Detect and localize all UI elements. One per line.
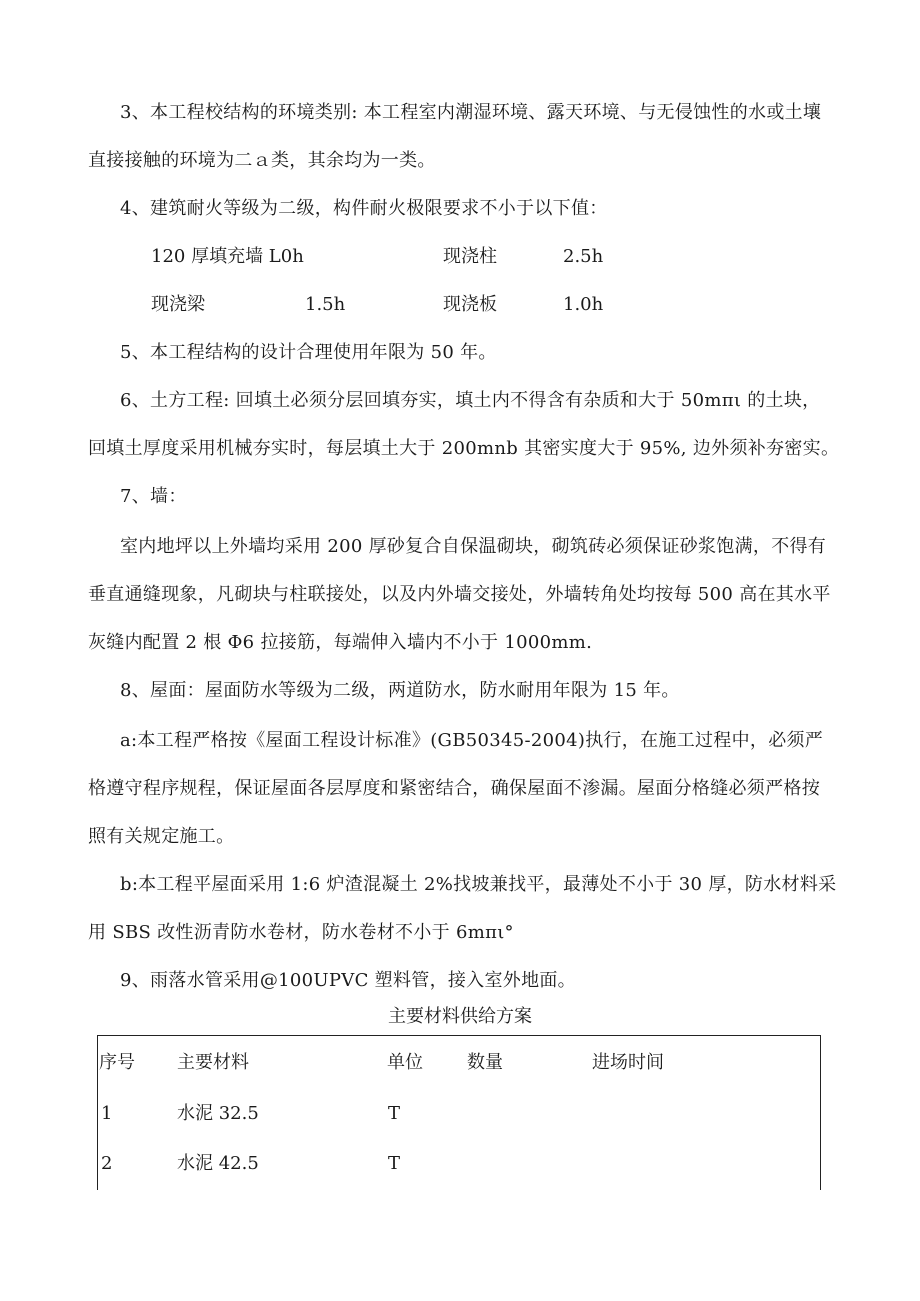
para-8b-line-2: 用 SBS 改性沥青防水卷材，防水卷材不小于 6mπι° [88, 922, 514, 943]
table-row-2-index: 2 [101, 1153, 113, 1174]
table-border-right [820, 1035, 821, 1190]
para-7-line-3: 灰缝内配置 2 根 Φ6 拉接筋，每端伸入墙内不小于 1000mm. [88, 632, 593, 653]
table-row-1-unit: T [388, 1103, 401, 1124]
para-4: 4、建筑耐火等级为二级，构件耐火极限要求不小于以下值： [120, 198, 608, 219]
fire-rating-slab-value: 1.0h [563, 294, 604, 315]
para-8b-line-1: b:本工程平屋面采用 1:6 炉渣混凝土 2%找坡兼找平，最薄处不小于 30 厚，防水材料采 [120, 874, 837, 895]
fire-rating-beam-value: 1.5h [305, 294, 346, 315]
fire-rating-column-label: 现浇柱 [443, 246, 497, 267]
table-border-left [97, 1035, 98, 1190]
table-header-arrival-time: 进场时间 [592, 1052, 664, 1073]
para-3-line-1: 3、本工程校结构的环境类别: 本工程室内潮湿环境、露天环境、与无侵蚀性的水或土壤 [120, 102, 822, 123]
table-header-quantity: 数量 [467, 1052, 503, 1073]
para-5: 5、本工程结构的设计合理使用年限为 50 年。 [120, 342, 497, 363]
table-row-2-unit: T [388, 1153, 401, 1174]
para-8a-line-2: 格遵守程序规程，保证屋面各层厚度和紧密结合，确保屋面不渗漏。屋面分格缝必须严格按 [88, 778, 820, 799]
table-header-unit: 单位 [387, 1052, 423, 1073]
fire-rating-beam-label: 现浇梁 [151, 294, 205, 315]
para-8: 8、屋面：屋面防水等级为二级，两道防水，防水耐用年限为 15 年。 [120, 680, 680, 701]
materials-table [97, 1035, 821, 1190]
table-header-index: 序号 [99, 1052, 135, 1073]
para-3-line-2: 直接接触的环境为二ａ类，其余均为一类。 [88, 150, 436, 171]
table-header-material: 主要材料 [177, 1052, 249, 1073]
table-border-top [97, 1035, 821, 1036]
para-9: 9、雨落水管采用@100UPVC 塑料管，接入室外地面。 [120, 970, 576, 991]
para-8a-line-3: 照有关规定施工。 [88, 826, 235, 847]
table-row-2-material: 水泥 42.5 [177, 1153, 259, 1174]
table-caption: 主要材料供给方案 [388, 1006, 532, 1027]
para-7-line-1: 室内地坪以上外墙均采用 200 厚砂复合自保温砌块，砌筑砖必须保证砂浆饱满，不得有 [120, 536, 827, 557]
para-6-line-2: 回填土厚度采用机械夯实时，每层填土大于 200mnb 其密实度大于 95%, 边外须补夯密实。 [88, 438, 840, 459]
para-7-line-2: 垂直通缝现象，凡砌块与柱联接处，以及内外墙交接处，外墙转角处均按每 500 高在其水平 [88, 584, 831, 605]
para-6-line-1: 6、土方工程: 回填土必须分层回填夯实，填土内不得含有杂质和大于 50mπι 的土块， [120, 390, 821, 411]
table-row-1-index: 1 [101, 1103, 113, 1124]
fire-rating-wall: 120 厚填充墙 L0h [151, 246, 304, 267]
table-row-1-material: 水泥 32.5 [177, 1103, 259, 1124]
para-8a-line-1: a:本工程严格按《屋面工程设计标准》(GB50345-2004)执行，在施工过程中，必须严 [120, 730, 824, 751]
para-7-heading: 7、墙： [120, 486, 187, 507]
fire-rating-slab-label: 现浇板 [443, 294, 497, 315]
fire-rating-column-value: 2.5h [563, 246, 604, 267]
